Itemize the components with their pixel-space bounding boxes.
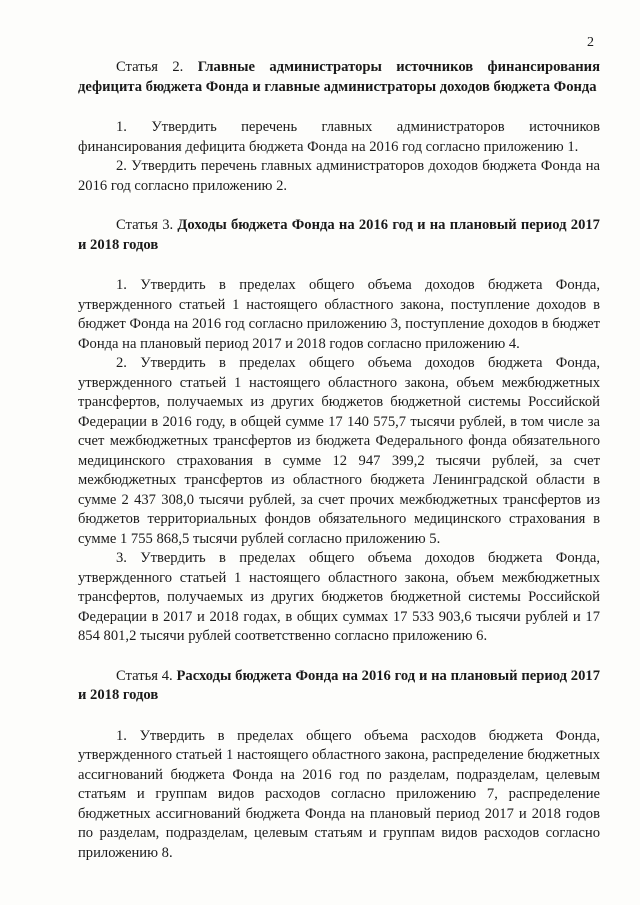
article-3-heading <box>78 216 600 255</box>
paragraph: 1. Утвердить в пределах общего объема расходов бюджета Фонда, утвержденного статьей 1 настоящего областного закона, распределение бюджетных ассигнований бюджета Фонда на 2016 год по разделам, подразделам, целевым статьям и группам видов расходов согласно приложению 7, распределение бюджетных ассигнований бюджета Фонда на плановый период 2017 и 2018 годов по разделам, подразделам, целевым статьям и группам видов расходов согласно приложению 8. <box>78 727 600 861</box>
article-label: Статья 2. <box>116 59 184 75</box>
article-label: Статья 4. <box>116 667 173 684</box>
paragraph: 1. Утвердить перечень главных администраторов источников финансирования дефицита бюджета Фонда на 2016 год согласно приложению 1. <box>78 119 600 155</box>
paragraph: 2. Утвердить перечень главных администраторов доходов бюджета Фонда на 2016 год согласно приложению 2. <box>78 158 600 194</box>
page-number: 2 <box>587 35 594 50</box>
article-title: Главные администраторы источников финансирования дефицита бюджета Фонда и главные администраторы доходов бюджета Фонда <box>78 59 600 95</box>
article-2-heading <box>78 58 600 97</box>
article-label: Статья 3. <box>116 217 174 233</box>
paragraph: 1. Утвердить в пределах общего объема доходов бюджета Фонда, утвержденного статьей 1 настоящего областного закона, поступление доходов в бюджет Фонда на 2016 год согласно приложению 3, поступление доходов в бюджет Фонда на плановый период 2017 и 2018 годов согласно приложению 4. <box>78 277 600 352</box>
article-title: Расходы бюджета Фонда на 2016 год и на плановый период 2017 и 2018 годов <box>78 667 600 703</box>
article-4-heading <box>78 667 600 706</box>
article-title: Доходы бюджета Фонда на 2016 год и на плановый период 2017 и 2018 годов <box>78 217 600 253</box>
paragraph: 3. Утвердить в пределах общего объема доходов бюджета Фонда, утвержденного статьей 1 настоящего областного закона, объем межбюджетных трансфертов, получаемых из других бюджетов бюджетной системы Российской Федерации в 2017 и 2018 годах, в общих суммах 17 533 903,6 тысячи рублей и 17 854 801,2 тысячи рублей соответственно согласно приложению 6. <box>78 550 600 644</box>
paragraph: 2. Утвердить в пределах общего объема доходов бюджета Фонда, утвержденного статьей 1 настоящего областного закона, объем межбюджетных трансфертов, получаемых из других бюджетов бюджетной системы Российской Федерации в 2016 году, в общей сумме 17 140 575,7 тысячи рублей, в том числе за счет межбюджетных трансфертов из бюджета Федерального фонда обязательного медицинского страхования в сумме 12 947 399,2 тысячи рублей, за счет межбюджетных трансфертов из областного бюджета Ленинградской области в сумме 2 437 308,0 тысячи рублей, за счет прочих межбюджетных трансфертов из бюджетов территориальных фондов обязательного медицинского страхования в сумме 1 755 868,5 тысячи рублей согласно приложению 5. <box>78 355 600 547</box>
